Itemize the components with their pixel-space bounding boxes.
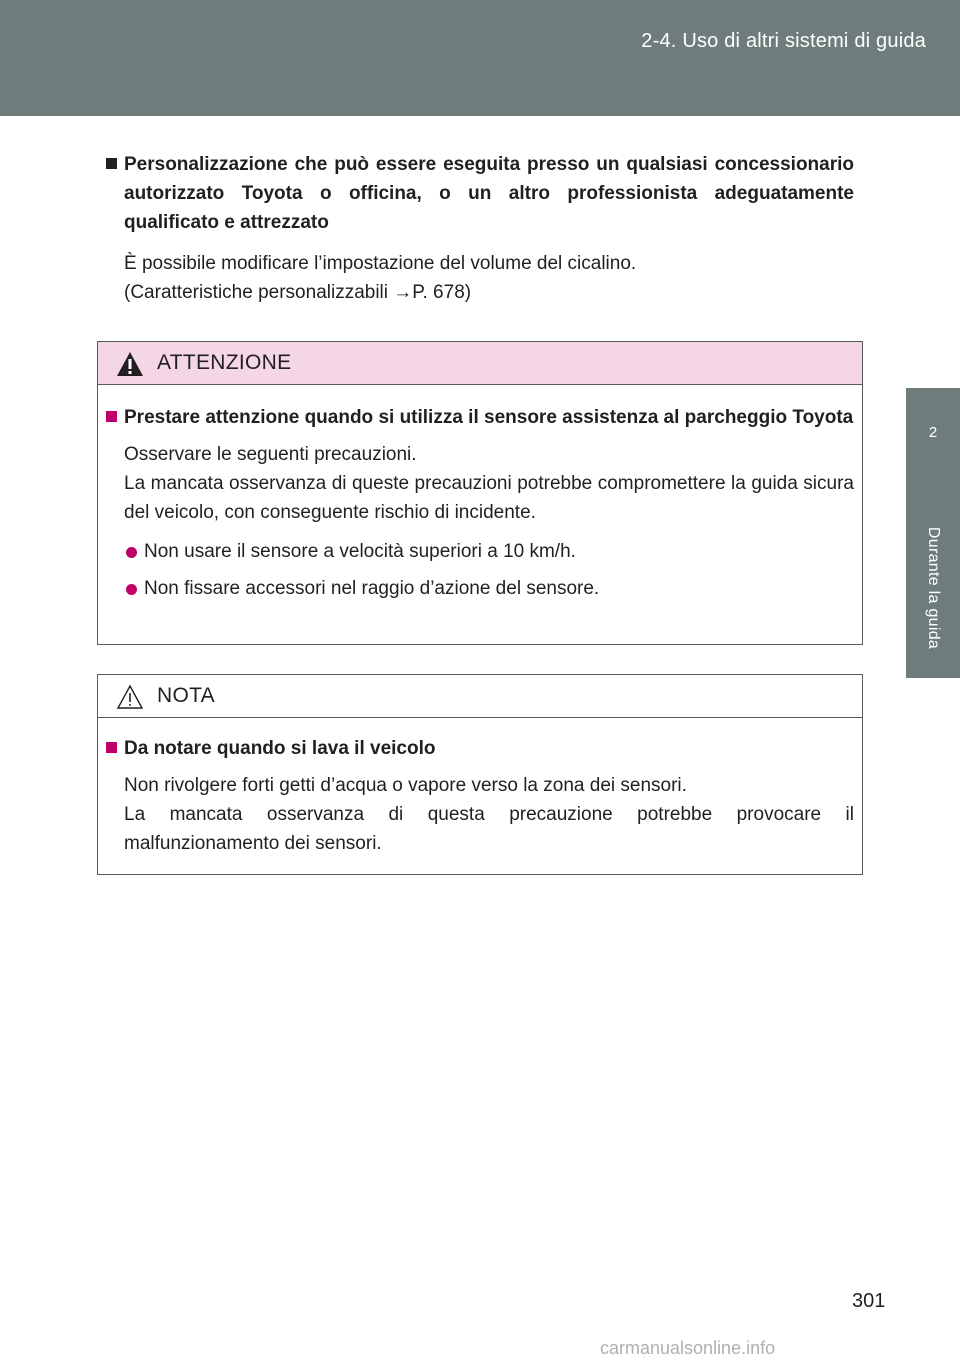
- list-item: Non usare il sensore a velocità superiori a 10 km/h.: [106, 537, 854, 566]
- warning-body: [98, 385, 862, 603]
- warning-line-2: La mancata osservanza di queste precauzioni potrebbe compromettere la guida sicura del veicolo, con conseguente rischio di incidente.: [124, 473, 854, 523]
- warning-triangle-icon: [116, 351, 144, 377]
- note-body: [98, 718, 862, 858]
- note-title: NOTA: [157, 684, 215, 707]
- warning-box-header: [98, 342, 862, 385]
- dot-bullet-icon: [126, 547, 137, 558]
- list-item: Non fissare accessori nel raggio d’azione del sensore.: [106, 574, 854, 603]
- page-header: [0, 0, 960, 116]
- warning-title: ATTENZIONE: [157, 351, 292, 374]
- customization-section: [106, 150, 854, 307]
- section-paragraph: [106, 249, 854, 307]
- warning-line-1: Osservare le seguenti precauzioni.: [124, 444, 417, 465]
- dot-bullet-icon: [126, 584, 137, 595]
- square-bullet-icon: [106, 158, 117, 169]
- page-number: 301: [852, 1290, 886, 1312]
- caution-triangle-outline-icon: [116, 684, 144, 710]
- square-bullet-icon: [106, 411, 117, 422]
- chapter-tab: [906, 388, 960, 678]
- header-title: 2-4. Uso di altri sistemi di guida: [641, 30, 926, 52]
- warning-box: [97, 341, 863, 645]
- note-heading: Da notare quando si lava il veicolo: [106, 734, 854, 763]
- chapter-label: Durante la guida: [925, 526, 942, 650]
- note-box: [97, 674, 863, 875]
- note-box-header: [98, 675, 862, 718]
- square-bullet-icon: [106, 742, 117, 753]
- chapter-number: 2: [928, 424, 938, 441]
- warning-heading: Prestare attenzione quando si utilizza il sensore assistenza al parcheggio Toyota: [106, 403, 854, 432]
- note-paragraph: [106, 771, 854, 858]
- section-line-2: (Caratteristiche personalizzabili →P. 678): [124, 282, 472, 303]
- watermark: carmanualsonline.info: [600, 1338, 776, 1358]
- section-heading: Personalizzazione che può essere eseguita presso un qualsiasi concessionario autorizzato Toyota o officina, o un altro professionista adeguatamente qualificato e attrezzato: [106, 150, 854, 237]
- note-line-2: La mancata osservanza di questa precauzione potrebbe provocare il malfunzionamento dei sensori.: [124, 804, 854, 854]
- section-line-1: È possibile modificare l’impostazione del volume del cicalino.: [124, 253, 637, 274]
- warning-paragraph: [106, 440, 854, 527]
- note-line-1: Non rivolgere forti getti d’acqua o vapore verso la zona dei sensori.: [124, 775, 687, 796]
